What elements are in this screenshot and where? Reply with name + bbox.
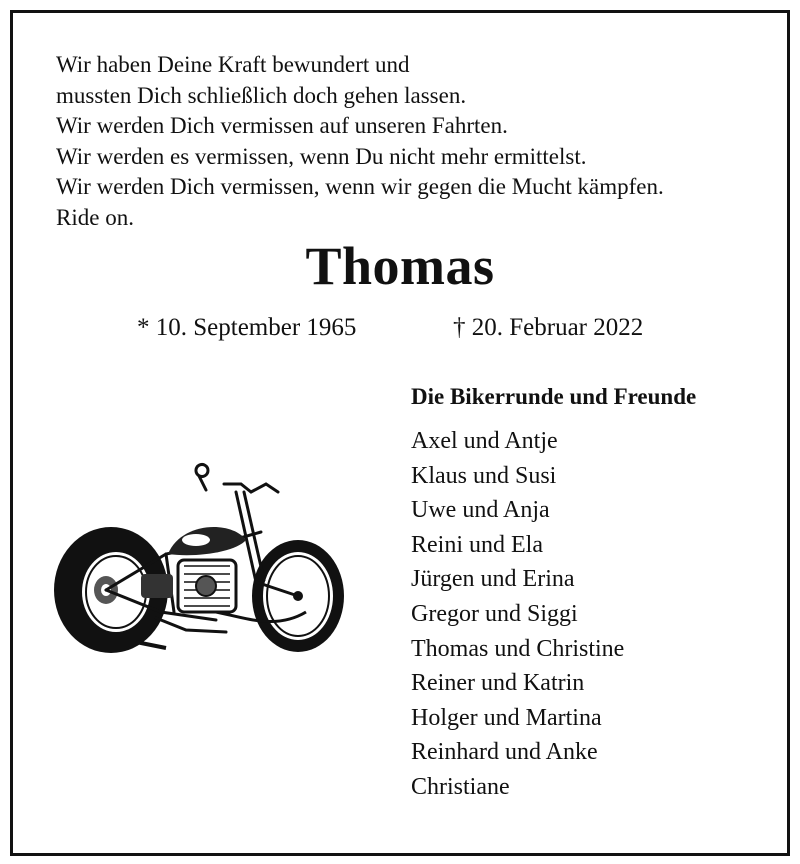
mourner-name: Reini und Ela	[411, 531, 543, 558]
poem-line: Wir haben Deine Kraft bewundert und	[56, 52, 410, 77]
mourner-name: Thomas und Christine	[411, 635, 625, 662]
mourner-name: Klaus und Susi	[411, 462, 557, 489]
birth-date: * 10. September 1965	[137, 314, 357, 341]
deceased-name: Thomas	[305, 236, 495, 296]
mourner-name: Axel und Antje	[411, 428, 558, 454]
poem-line: Ride on.	[56, 204, 134, 230]
mourner-name: Gregor und Siggi	[411, 600, 578, 627]
mourner-name: Reiner und Katrin	[411, 670, 585, 697]
mourner-name: Reinhard und Anke	[411, 739, 598, 766]
mourner-name: Jürgen und Erina	[411, 566, 575, 593]
poem-line: mussten Dich schließlich doch gehen lassen.	[56, 82, 467, 108]
mourner-name: Christiane	[411, 773, 510, 800]
motorcycle-icon	[46, 462, 352, 668]
poem-line: Wir werden Dich vermissen, wenn wir gegen die Mucht kämpfen.	[56, 174, 664, 199]
poem-line: Wir werden es vermissen, wenn Du nicht mehr ermittelst.	[56, 143, 587, 169]
poem	[56, 50, 776, 233]
mourners-list	[411, 424, 624, 805]
mourner-name: Uwe und Anja	[411, 497, 550, 524]
death-date: † 20. Februar 2022	[453, 314, 644, 341]
mourners-title: Die Bikerrunde und Freunde	[411, 384, 697, 409]
mourner-name: Holger und Martina	[411, 704, 602, 731]
poem-line: Wir werden Dich vermissen auf unseren Fahrten.	[56, 113, 508, 138]
